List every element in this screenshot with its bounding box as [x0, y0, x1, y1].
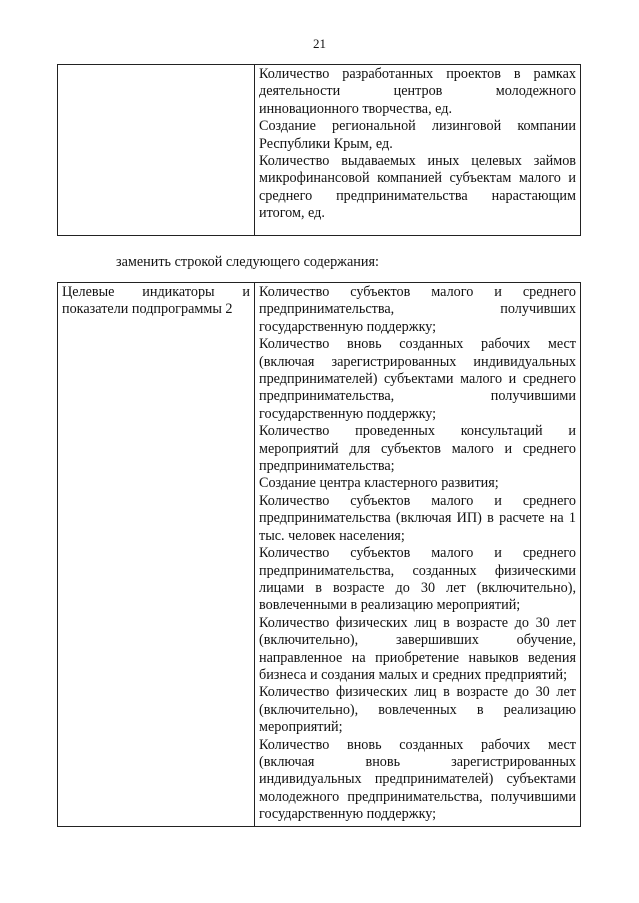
indicator-item: Создание центра кластерного развития;	[259, 475, 499, 492]
indicator-item: Количество вновь созданных рабочих мест (включая вновь зарегистрированных индивидуальных предпринимателей) субъектами молодежного предпринимательства, получившими государственную поддержку;	[259, 736, 576, 823]
bottom-table	[57, 282, 581, 827]
section-heading: Целевые индикаторы и показатели подпрограммы 2	[62, 284, 250, 318]
top-table-right-cell	[255, 65, 581, 236]
top-table-left-cell	[58, 65, 255, 236]
indicator-item: Количество субъектов малого и среднего предпринимательства (включая ИП) в расчете на 1 тыс. человек населения;	[259, 492, 576, 544]
indicator-item: Количество физических лиц в возрасте до 30 лет (включительно), завершивших обучение, направленное на приобретение навыков ведения бизнеса и создания малых и средних предприятий;	[259, 614, 576, 683]
indicator-item: Количество субъектов малого и среднего предпринимательства, получивших государственную поддержку;	[259, 284, 576, 335]
indicator-item: Создание региональной лизинговой компании Республики Крым, ед.	[259, 118, 576, 152]
indicator-item: Количество вновь созданных рабочих мест (включая зарегистрированных индивидуальных предпринимателей) субъектами малого и среднего предпринимательства, получившими государственную поддержку;	[259, 336, 576, 422]
indicator-item: Количество физических лиц в возрасте до 30 лет (включительно), вовлеченных в реализацию мероприятий;	[259, 684, 576, 736]
indicator-item: Количество выдаваемых иных целевых займов микрофинансовой компанией субъектам малого и среднего предпринимательства нарастающим итогом, ед.	[259, 153, 576, 222]
indicator-item: Количество проведенных консультаций и мероприятий для субъектов малого и среднего предпринимательства;	[259, 423, 576, 475]
replace-instruction: заменить строкой следующего содержания:	[116, 254, 379, 270]
page-number: 21	[313, 36, 326, 51]
indicator-item: Количество субъектов малого и среднего предпринимательства, созданных физическими лицами в возрасте до 30 лет (включительно), вовлеченными в реализацию мероприятий;	[259, 545, 576, 614]
bottom-table-right-cell	[255, 283, 581, 827]
indicator-item: Количество разработанных проектов в рамках деятельности центров молодежного инновационного творчества, ед.	[259, 66, 576, 117]
table-row	[58, 283, 581, 827]
top-table	[57, 64, 581, 236]
bottom-table-left-cell	[58, 283, 255, 827]
table-row	[58, 65, 581, 236]
